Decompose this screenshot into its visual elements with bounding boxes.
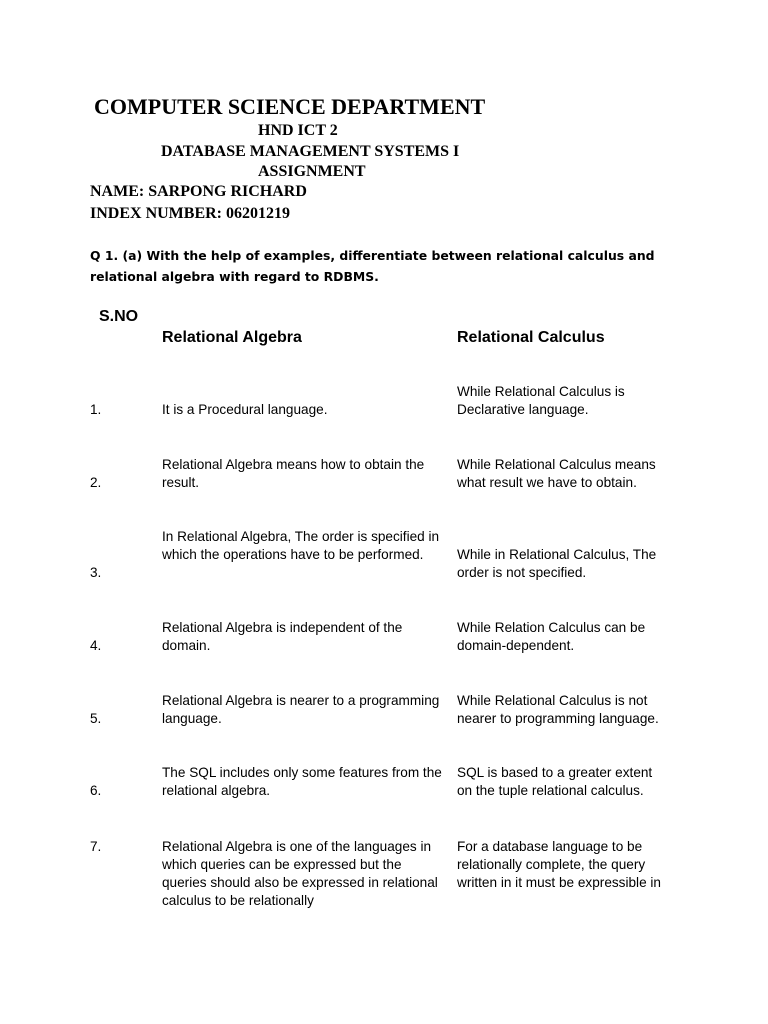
program-title: HND ICT 2 [258, 122, 338, 139]
table-row-1-algebra: It is a Procedural language. [162, 402, 328, 417]
table-row-2-sno: 2. [90, 475, 102, 490]
table-row-7-algebra: Relational Algebra is one of the languages in which queries can be expressed but the queries should also be expressed in relational calculus to be relationally [162, 839, 438, 908]
table-row-1-sno: 1. [90, 402, 102, 417]
table-header-sno: S.NO [99, 308, 139, 325]
table-row-5-algebra: Relational Algebra is nearer to a programming language. [162, 693, 440, 726]
table-header-calculus: Relational Calculus [457, 329, 605, 346]
question-text: Q 1. (a) With the help of examples, differentiate between relational calculus and relational algebra with regard to RDBMS. [90, 248, 655, 284]
assignment-title: ASSIGNMENT [258, 163, 366, 180]
table-header-algebra: Relational Algebra [162, 329, 302, 346]
course-title: DATABASE MANAGEMENT SYSTEMS I [161, 143, 460, 160]
table-row-4-sno: 4. [90, 638, 102, 653]
table-row-5-sno: 5. [90, 711, 102, 726]
table-row-4-calculus: While Relation Calculus can be domain-dependent. [457, 620, 646, 653]
student-name: NAME: SARPONG RICHARD [90, 183, 307, 200]
table-row-4-algebra: Relational Algebra is independent of the domain. [162, 620, 403, 653]
table-row-6-sno: 6. [90, 783, 102, 798]
table-row-6-calculus: SQL is based to a greater extent on the tuple relational calculus. [457, 765, 653, 798]
table-row-7-calculus: For a database language to be relationally complete, the query written in it must be expressible in [457, 839, 661, 890]
table-row-2-algebra: Relational Algebra means how to obtain the result. [162, 457, 425, 490]
table-row-1-calculus: While Relational Calculus is Declarative language. [457, 384, 625, 417]
table-row-6-algebra: The SQL includes only some features from the relational algebra. [162, 765, 442, 798]
table-row-5-calculus: While Relational Calculus is not nearer to programming language. [457, 693, 659, 726]
index-number: INDEX NUMBER: 06201219 [90, 205, 290, 222]
table-row-3-algebra: In Relational Algebra, The order is specified in which the operations have to be performed. [162, 529, 440, 562]
table-row-3-calculus: While in Relational Calculus, The order is not specified. [457, 547, 657, 580]
table-row-2-calculus: While Relational Calculus means what result we have to obtain. [457, 457, 656, 490]
table-row-3-sno: 3. [90, 565, 102, 580]
table-row-7-sno: 7. [90, 839, 102, 854]
department-title: COMPUTER SCIENCE DEPARTMENT [94, 94, 486, 119]
